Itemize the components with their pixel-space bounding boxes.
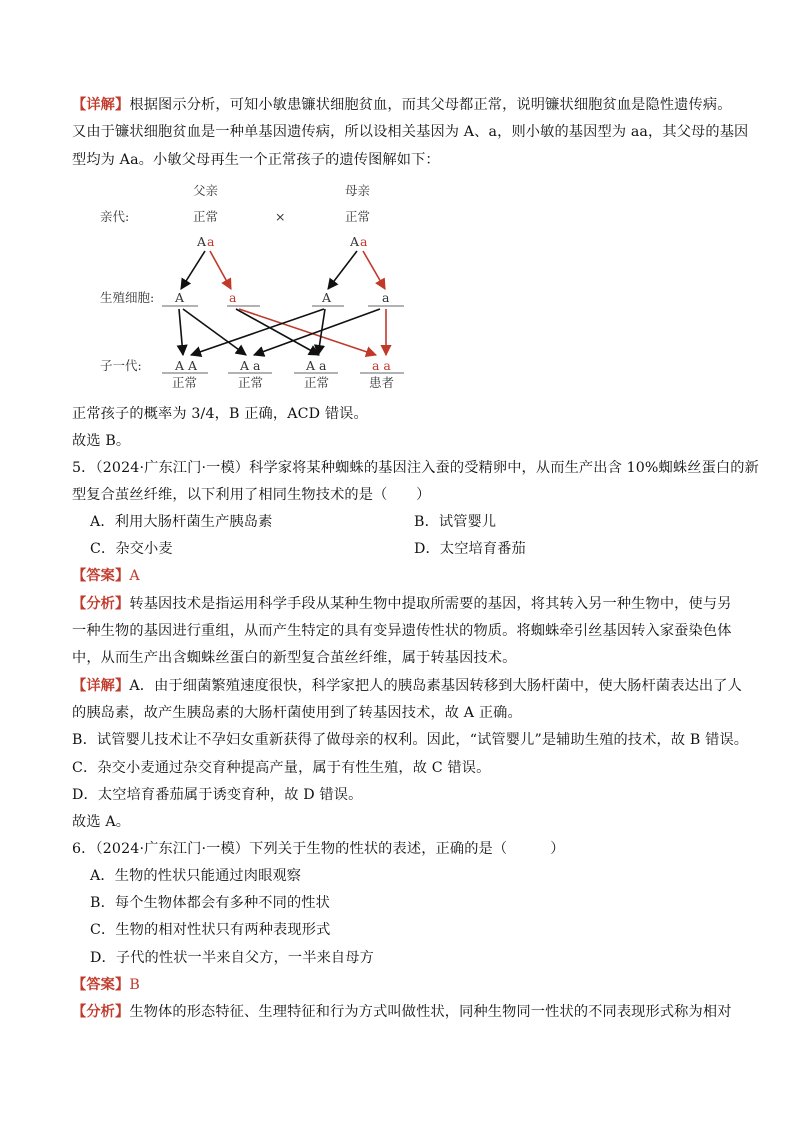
intro-line-1: 【详解】根据图示分析，可知小敏患镰状细胞贫血，而其父母都正常，说明镰状细胞贫血是隐性遗传病。 — [72, 97, 732, 113]
q5-analysis-line-3: 中，从而生产出含蜘蛛丝蛋白的新型复合茧丝纤维，属于转基因技术。 — [72, 650, 517, 666]
conclusion-text: 正常孩子的概率为 3/4，B 正确，ACD 错误。 — [72, 406, 368, 422]
intro-line-3: 型均为 Aa。小敏父母再生一个正常孩子的遗传图解如下： — [72, 152, 440, 168]
gamete-father-a: a — [229, 290, 237, 305]
mother-allele-A: A — [350, 234, 360, 249]
father-allele-a: a — [207, 234, 215, 249]
q6-answer: 【答案】B — [72, 977, 140, 993]
q5-analysis-line-2: 一种生物的基因进行重组，从而产生特定的具有变异遗传性状的物质。将蜘蛛牵引丝基因转入家蚕染色体 — [72, 623, 732, 639]
genetic-diagram — [0, 0, 793, 400]
offspring-genotype-Aa-2: A a — [306, 358, 327, 373]
gamete-mother-A: A — [322, 290, 332, 305]
q5-analysis-line-1: 【分析】转基因技术是指运用科学手段从某种生物中提取所需要的基因，将其转入另一种生物中，使与另 — [72, 596, 732, 612]
q5-detail-line-3: B．试管婴儿技术让不孕妇女重新获得了做母亲的权利。因此，“试管婴儿”是辅助生殖的技术，故 B 错误。 — [72, 732, 749, 748]
father-allele-A: A — [197, 234, 207, 249]
arrow-father-a — [210, 251, 231, 289]
arrow-mother-A — [328, 251, 357, 289]
q6-option-a: A．生物的性状只能通过肉眼观察 — [90, 868, 302, 884]
q5-option-a: A．利用大肠杆菌生产胰岛素 — [90, 514, 273, 530]
gamete-mother-a: a — [382, 290, 390, 305]
q5-detail-line-4: C．杂交小麦通过杂交育种提高产量，属于有性生殖，故 C 错误。 — [72, 760, 491, 776]
offspring-genotype-AA: A A — [175, 358, 198, 373]
gametes-row-label: 生殖细胞: — [100, 290, 155, 305]
choose-b-text: 故选 B。 — [72, 433, 131, 449]
arrow-fA-AA — [179, 309, 183, 355]
mother-allele-a: a — [360, 234, 368, 249]
offspring-phenotype-4: 患者 — [369, 375, 395, 390]
q6-option-c: C．生物的相对性状只有两种表现形式 — [90, 922, 331, 938]
cross-symbol: × — [275, 209, 286, 224]
q5-option-c: C．杂交小麦 — [90, 541, 173, 557]
q5-option-b: B．试管婴儿 — [414, 514, 497, 530]
arrow-ma-Aa1 — [254, 309, 380, 355]
q5-option-d: D．太空培育番茄 — [414, 541, 526, 557]
parents-row-label: 亲代: — [100, 209, 130, 224]
gamete-father-A: A — [175, 290, 185, 305]
q6-option-d: D．子代的性状一半来自父方，一半来自母方 — [90, 950, 374, 966]
q5-detail-line-1: 【详解】A．由于细菌繁殖速度很快，科学家把人的胰岛素基因转移到大肠杆菌中，使大肠杆菌表达出了人 — [72, 678, 742, 694]
offspring-genotype-aa: a a — [372, 358, 391, 373]
arrow-fA-Aa1 — [183, 309, 246, 355]
offspring-phenotype-2: 正常 — [238, 375, 264, 390]
q5-detail-line-2: 的胰岛素，故产生胰岛素的大肠杆菌使用到了转基因技术，故 A 正确。 — [72, 705, 522, 721]
q5-answer: 【答案】A — [72, 568, 140, 584]
q5-options-row-2 — [90, 540, 526, 558]
detail-tag: 【详解】 — [72, 97, 130, 113]
q6-analysis-line-1: 【分析】生物体的形态特征、生理特征和行为方式叫做性状，同种生物同一性状的不同表现形式称为相对 — [72, 1004, 732, 1020]
mother-label: 母亲 — [345, 183, 371, 198]
father-phenotype: 正常 — [193, 209, 219, 224]
q5-stem-line-2: 型复合茧丝纤维，以下利用了相同生物技术的是（ ） — [72, 487, 431, 503]
arrow-father-A — [181, 251, 205, 289]
q5-stem-line-1: 5．（2024·广东江门·一模）科学家将某种蜘蛛的基因注入蚕的受精卵中，从而生产出含 10%蜘蛛丝蛋白的新 — [72, 460, 759, 476]
intro-line-2: 又由于镰状细胞贫血是一种单基因遗传病，所以设相关基因为 A、a，则小敏的基因型为 aa，其父母的基因 — [72, 124, 749, 140]
mother-phenotype: 正常 — [345, 209, 371, 224]
offspring-row-label: 子一代: — [100, 358, 142, 373]
q5-choose: 故选 A。 — [72, 814, 131, 830]
q5-options-row-1 — [90, 513, 497, 531]
q5-detail-line-5: D．太空培育番茄属于诱变育种，故 D 错误。 — [72, 787, 363, 803]
offspring-phenotype-1: 正常 — [172, 375, 198, 390]
arrow-mother-a — [363, 251, 385, 289]
q6-stem: 6．（2024·广东江门·一模）下列关于生物的性状的表述，正确的是（ ） — [72, 841, 565, 857]
q6-option-b: B．每个生物体都会有多种不同的性状 — [90, 895, 330, 911]
offspring-genotype-Aa-1: A a — [240, 358, 261, 373]
offspring-phenotype-3: 正常 — [304, 375, 330, 390]
father-label: 父亲 — [193, 183, 219, 198]
